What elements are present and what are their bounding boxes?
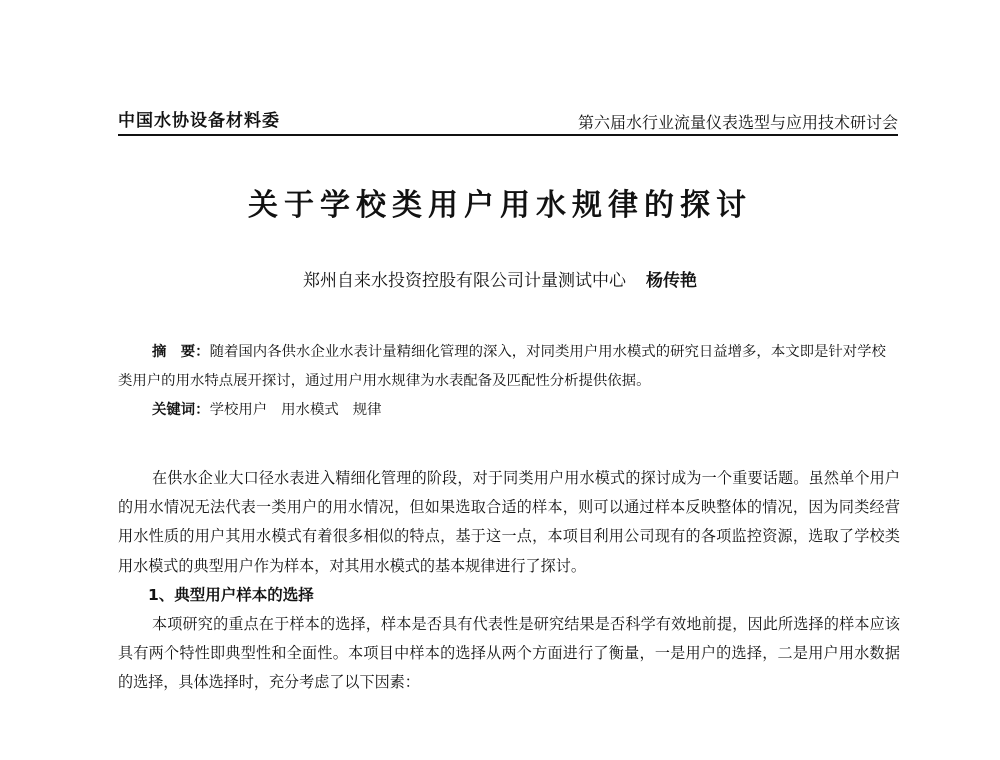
paper-title: 关于学校类用户用水规律的探讨 [248, 188, 752, 223]
keyword: 用水模式 [281, 402, 339, 418]
body-text [118, 464, 900, 698]
author-name: 杨传艳 [646, 271, 697, 291]
paragraph-sample-selection: 本项研究的重点在于样本的选择，样本是否具有代表性是研究结果是否科学有效地前提，因此所选择的样本应该具有两个特性即典型性和全面性。本项目中样本的选择从两个方面进行了衡量，一是用户的选择，二是用户用水数据的选择，具体选择时，充分考虑了以下因素： [118, 615, 900, 692]
abstract-label: 摘 要： [152, 344, 210, 360]
running-header [118, 104, 898, 136]
paragraph-intro: 在供水企业大口径水表进入精细化管理的阶段，对于同类用户用水模式的探讨成为一个重要话题。虽然单个用户的用水情况无法代表一类用户的用水情况，但如果选取合适的样本，则可以通过样本反映整体的情况，因为同类经营用水性质的用户其用水模式有着很多相似的特点，基于这一点，本项目利用公司现有的各项监控资源，选取了学校类用水模式的典型用户作为样本，对其用水模式的基本规律进行了探讨。 [118, 469, 900, 575]
keyword: 规律 [352, 402, 382, 418]
section-heading: 1、典型用户样本的选择 [148, 585, 314, 604]
header-organization: 中国水协设备材料委 [118, 111, 280, 131]
abstract-text: 随着国内各供水企业水表计量精细化管理的深入，对同类用户用水模式的研究日益增多，本文即是针对学校类用户的用水特点展开探讨，通过用户用水规律为水表配备及匹配性分析提供依据。 [118, 344, 886, 389]
author-affiliation: 郑州自来水投资控股有限公司计量测试中心 [303, 271, 626, 291]
header-conference: 第六届水行业流量仪表选型与应用技术研讨会 [577, 113, 898, 132]
keywords-label: 关键词： [152, 402, 210, 418]
byline [0, 266, 1000, 291]
keyword: 学校用户 [209, 402, 268, 418]
keywords [118, 396, 900, 425]
abstract-block [118, 338, 900, 425]
abstract [118, 338, 900, 396]
